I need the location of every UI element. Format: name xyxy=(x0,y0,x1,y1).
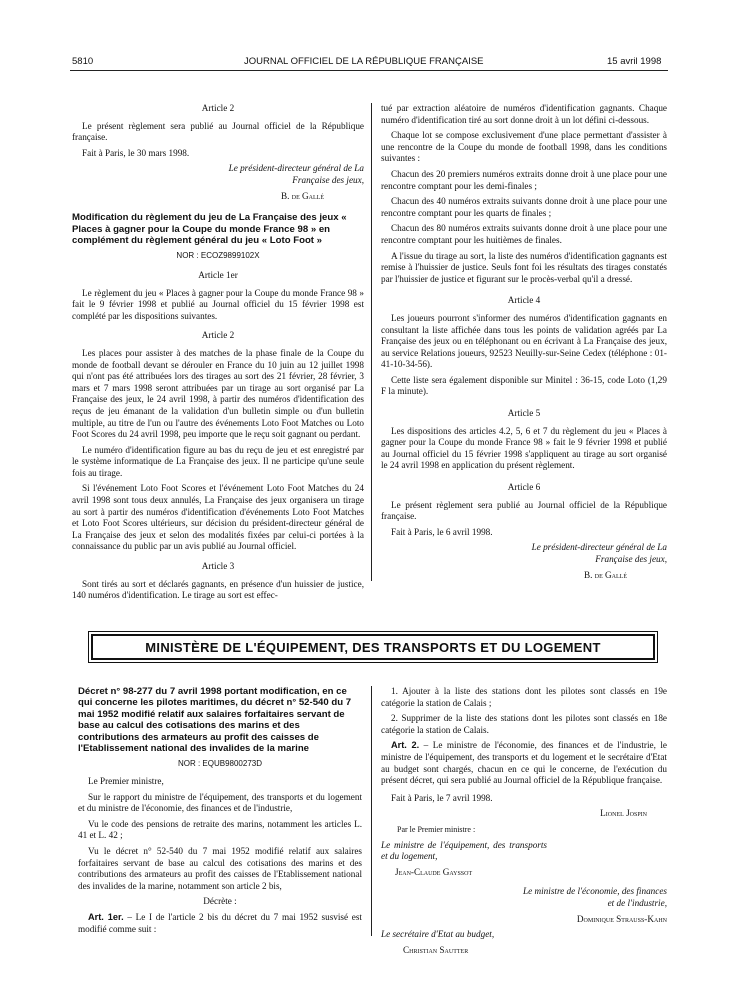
signer-role: Le président-directeur général de La Française des jeux, xyxy=(531,542,667,564)
pm-name: Lionel Jospin xyxy=(600,808,647,819)
minister-name: Dominique Strauss-Kahn xyxy=(576,913,667,924)
signer-role: Le président-directeur général de La Française des jeux, xyxy=(228,163,364,185)
paragraph: Le présent règlement sera publié au Journal officiel de la République française. xyxy=(72,120,364,143)
paragraph: Chacun des 40 numéros extraits suivants donne droit à une place pour une rencontre comptant pour les quarts de finales ; xyxy=(381,196,667,218)
pm-label: Par le Premier ministre : xyxy=(397,824,476,834)
section-heading: Modification du règlement du jeu de La Française des jeux « Places à gagner pour la Coupe du monde France 98 » en complément du règlement général du jeu « Loto Foot » xyxy=(72,212,347,246)
done-at: Fait à Paris, le 6 avril 1998. xyxy=(391,526,493,537)
article-text: – Le I de l'article 2 bis du décret du 7 mai 1952 susvisé est modifié comme suit : xyxy=(78,911,362,934)
article-title: Article 1er xyxy=(198,269,238,280)
paragraph: Vu le décret n° 52-540 du 7 mai 1952 modifié relatif aux salaires forfaitaires servant de base au calcul des cotisations des marins et des contributions des armateurs au profit des caisses de l'Etablissement national des invalides de la marine, notamment son article 2 bis, xyxy=(78,846,362,891)
lower-left-column xyxy=(78,686,362,939)
paragraph: Le présent règlement sera publié au Journal officiel de la République française. xyxy=(381,499,667,522)
article-label: Art. 2. xyxy=(391,740,420,751)
article-title: Article 4 xyxy=(507,295,541,306)
lower-right-column xyxy=(381,686,667,960)
column-divider xyxy=(371,103,372,581)
article-title: Article 3 xyxy=(201,561,235,572)
paragraph: 2. Supprimer de la liste des stations dont les pilotes sont classés en 18e catégorie la station de Calais. xyxy=(381,713,667,735)
paragraph: Sont tirés au sort et déclarés gagnants, en présence d'un huissier de justice, 140 numéros d'identification. Le tirage au sort est effec- xyxy=(72,578,364,601)
paragraph: A l'issue du tirage au sort, la liste des numéros d'identification gagnants est remise à l'huissier de justice. Seuls font foi les résultats des tirages constatés par l'huissier de justice et figurant sur le procès-verbal qu'il a dressé. xyxy=(381,250,667,284)
secretary-name: Christian Sautter xyxy=(403,944,469,955)
page-number: 5810 xyxy=(72,56,94,67)
paragraph: Le règlement du jeu « Places à gagner pour la Coupe du monde France 98 » fait le 9 février 1998 et publié au Journal officiel du 15 février 1998 est complété par les dispositions suivantes. xyxy=(72,287,364,321)
paragraph: Cette liste sera également disponible sur Minitel : 36-15, code Loto (1,29 F la minute). xyxy=(381,374,667,397)
issue-date: 15 avril 1998 xyxy=(607,56,662,67)
minister-name: Jean-Claude Gayssot xyxy=(395,866,473,877)
header-rule xyxy=(70,70,668,71)
article-title: Article 6 xyxy=(507,482,541,493)
article-text: – Le ministre de l'économie, des finances et de l'industrie, le ministre de l'équipement, des transports et du logement et le secrétaire d'Etat au budget sont chargés, chacun en ce qui le concerne, de l'exécution du présent décret, qui sera publié au Journal officiel de la République française. xyxy=(381,740,667,786)
paragraph: Le numéro d'identification figure au bas du reçu de jeu et est enregistré par le système informatique de La Française des jeux. Il ne participe qu'une seule fois au tirage. xyxy=(72,444,364,478)
article-label: Art. 1er. xyxy=(88,911,124,922)
article-paragraph xyxy=(381,740,667,786)
paragraph: Sur le rapport du ministre de l'équipement, des transports et du logement et du ministre de l'économie, des finances et de l'industrie, xyxy=(78,791,362,814)
decree-heading: Décret n° 98-277 du 7 avril 1998 portant modification, en ce qui concerne les pilotes maritimes, du décret n° 52-540 du 7 mai 1952 modifié relatif aux salaires forfaitaires servant de base au calcul des cotisations des marins et des contributions des armateurs au profit des caisses de l'Etablissement national des invalides de la marine xyxy=(78,686,352,755)
done-at: Fait à Paris, le 7 avril 1998. xyxy=(391,792,493,803)
secretary-role: Le secrétaire d'Etat au budget, xyxy=(381,929,495,940)
done-at: Fait à Paris, le 30 mars 1998. xyxy=(82,147,190,158)
minister-role: Le ministre de l'équipement, des transports et du logement, xyxy=(381,839,547,862)
article-title: Article 2 xyxy=(201,330,235,341)
upper-left-column xyxy=(72,103,364,606)
minister-role: Le ministre de l'économie, des finances et de l'industrie, xyxy=(523,886,667,908)
signer-name: B. de Gallé xyxy=(281,190,324,201)
nor-code: NOR : ECOZ9899102X xyxy=(176,251,260,261)
nor-code: NOR : EQUB9800273D xyxy=(177,759,263,769)
paragraph: 1. Ajouter à la liste des stations dont les pilotes sont classés en 19e catégorie la station de Calais ; xyxy=(381,686,667,708)
signer-name: B. de Gallé xyxy=(584,569,627,580)
paragraph: Les dispositions des articles 4.2, 5, 6 et 7 du règlement du jeu « Places à gagner pour la Coupe du monde France 98 » fait le 9 février 1998 et publié au Journal officiel du 15 février 1998 s'appliquent au tirage au sort organisé le 24 avril 1998 en application du présent règlement. xyxy=(381,425,667,471)
article-title: Article 5 xyxy=(507,408,541,419)
upper-right-column xyxy=(381,103,667,585)
ministry-banner: MINISTÈRE DE L'ÉQUIPEMENT, DES TRANSPORTS ET DU LOGEMENT xyxy=(91,634,655,660)
paragraph: Vu le code des pensions de retraite des marins, notamment les articles L. 41 et L. 42 ; xyxy=(78,818,362,841)
column-divider xyxy=(371,686,372,936)
paragraph: Chacun des 20 premiers numéros extraits donne droit à une place pour une rencontre comptant pour les demi-finales ; xyxy=(381,168,667,191)
paragraph: tué par extraction aléatoire de numéros d'identification gagnants. Chaque numéro d'identification tiré au sort donne droit à un lot défini ci-dessous. xyxy=(381,103,667,125)
article-title: Article 2 xyxy=(201,103,235,113)
decrete-label: Décrète : xyxy=(203,896,237,907)
paragraph: Chaque lot se compose exclusivement d'une place permettant d'assister à une rencontre de la Coupe du monde de football 1998, dans les conditions suivantes : xyxy=(381,130,667,164)
paragraph: Chacun des 80 numéros extraits suivants donne droit à une place pour une rencontre comptant pour les huitièmes de finales. xyxy=(381,223,667,245)
paragraph: Si l'événement Loto Foot Scores et l'événement Loto Foot Matches du 24 avril 1998 sont tous deux annulés, La Française des jeux organisera un tirage au sort à partir des numéros d'identification d'événements Loto Foot Matches et Loto Foot Scores ultérieurs, sur décision du président-directeur général de La Française des jeux et selon des modalités fixées par celui-ci portées à la connaissance du public par un avis publié au Journal officiel. xyxy=(72,483,364,552)
article-paragraph xyxy=(78,912,362,935)
paragraph: Le Premier ministre, xyxy=(88,776,164,787)
paragraph: Les places pour assister à des matches de la phase finale de la Coupe du monde de football devant se dérouler en France du 10 juin au 12 juillet 1998 qui n'ont pas été attribuées lors des tirages au sort des 21 février, 28 février, 3 mars et 7 mars 1998 seront attribuées par un tirage au sort organisé par La Française des jeux, le 24 avril 1998, à partir des numéros d'identification des reçus de jeu émanant de la validation d'un bulletin simple ou d'un bulletin multiple, au titre de l'un ou l'autre des événements Loto Foot Matches ou Loto Foot Scores du 24 avril 1998, peu importe que le reçu soit gagnant ou perdant. xyxy=(72,347,364,440)
paragraph: Les joueurs pourront s'informer des numéros d'identification gagnants en consultant la liste affichée dans tous les points de validation agréés par La Française des jeux ou en téléphonant ou en écrivant à La Française des jeux, au service Relations joueurs, 92523 Neuilly-sur-Seine Cedex (téléphone : 01-41-10-34-56). xyxy=(381,312,667,370)
journal-title: JOURNAL OFFICIEL DE LA RÉPUBLIQUE FRANÇAISE xyxy=(244,56,484,67)
